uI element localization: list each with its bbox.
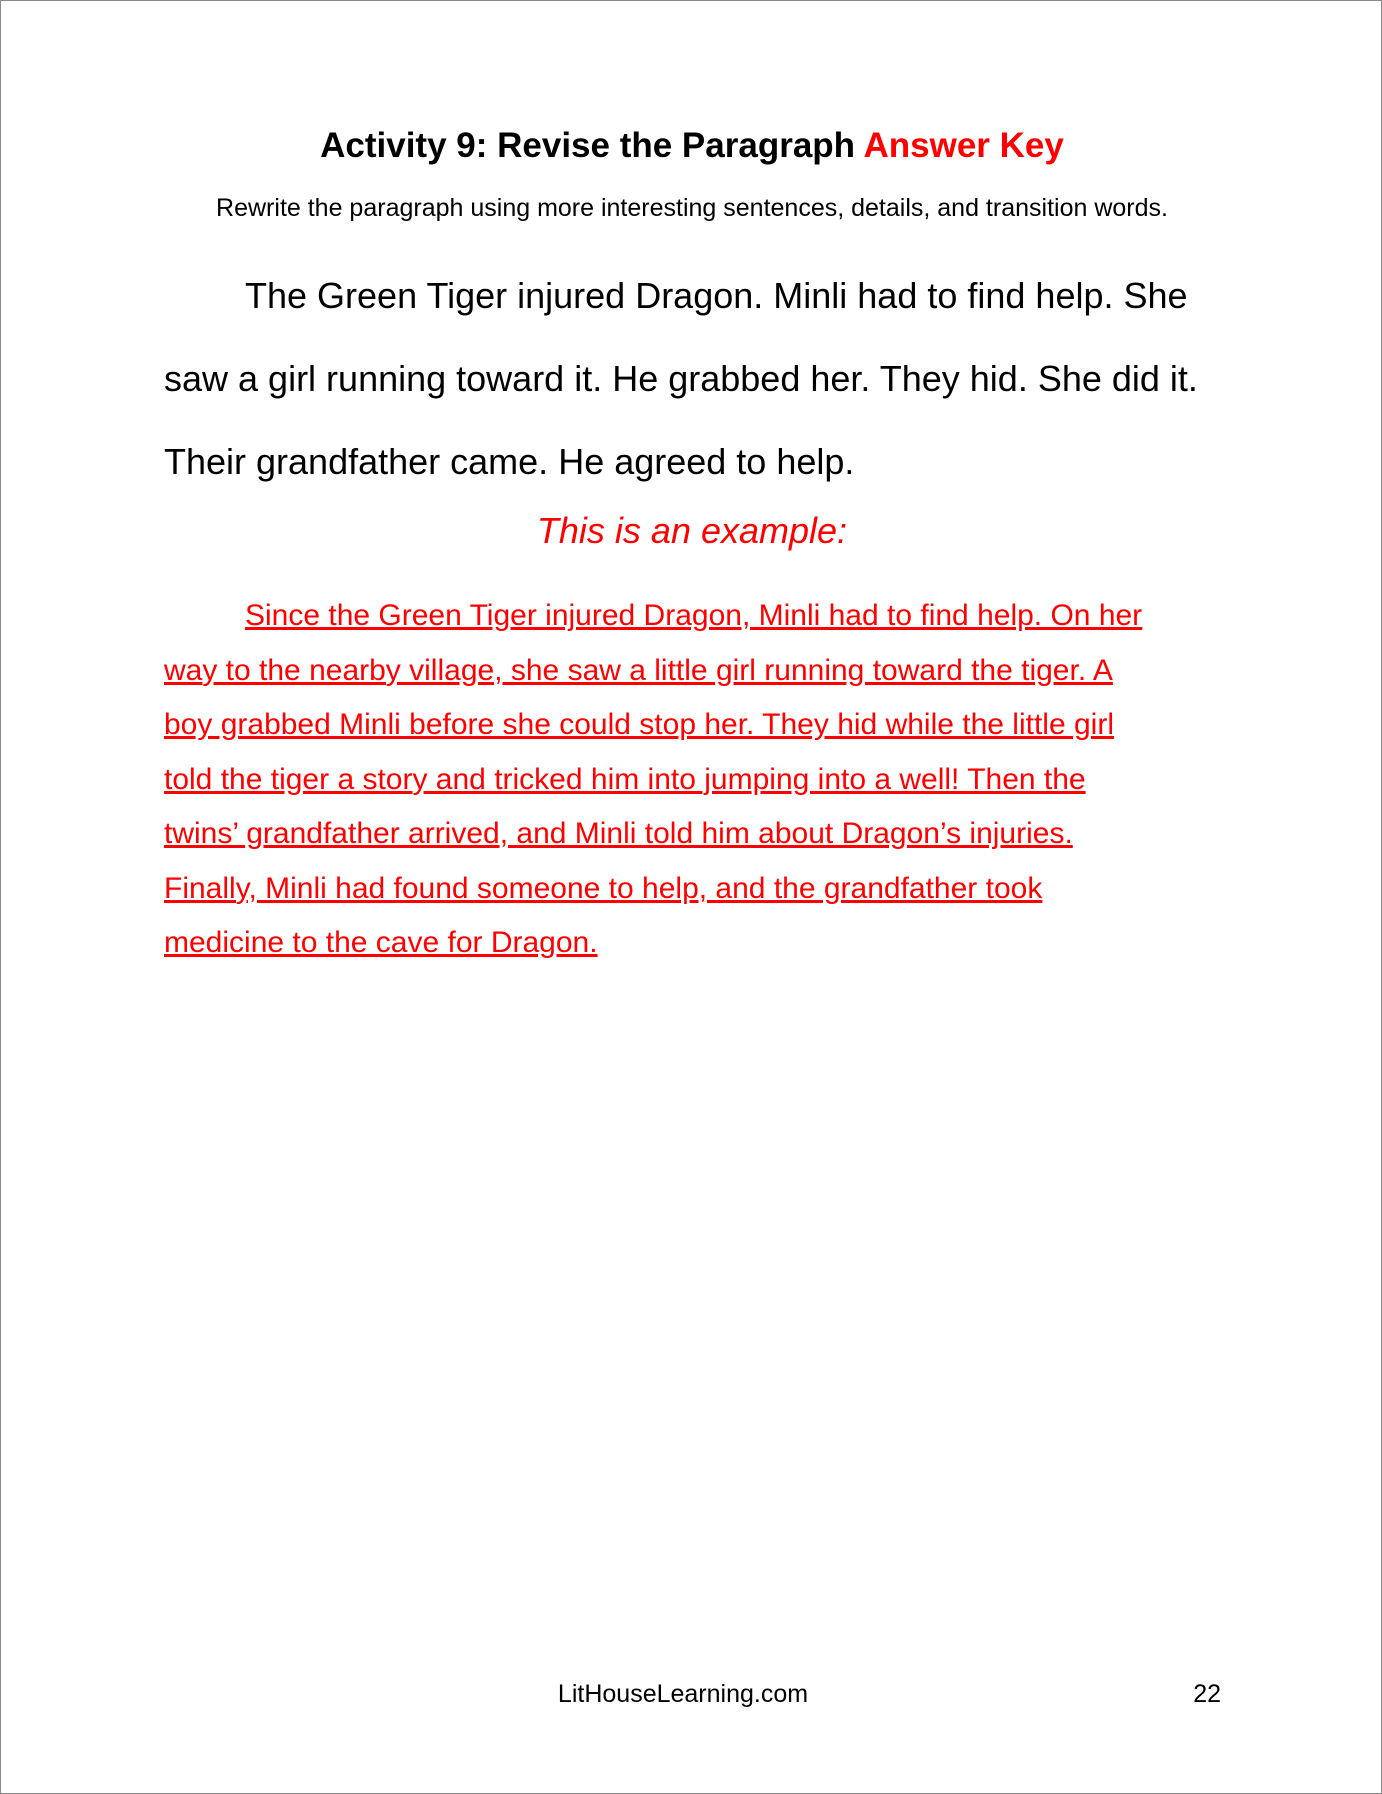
example-paragraph-line: medicine to the cave for Dragon. [164, 926, 598, 959]
original-paragraph-line: saw a girl running toward it. He grabbed her. They hid. She did it. [164, 358, 1198, 399]
instructions-text: Rewrite the paragraph using more interesting sentences, details, and transition words. [216, 194, 1168, 222]
original-paragraph-line: The Green Tiger injured Dragon. Minli had to find help. She [245, 275, 1188, 316]
activity-title-main: Activity 9: Revise the Paragraph [320, 126, 856, 165]
example-paragraph [164, 589, 1224, 971]
example-label: This is an example: [536, 510, 848, 551]
example-paragraph-line: boy grabbed Minli before she could stop her. They hid while the little girl [164, 708, 1114, 741]
example-paragraph-line: twins’ grandfather arrived, and Minli told him about Dragon’s injuries. [164, 817, 1073, 850]
original-paragraph [164, 254, 1224, 503]
page-number: 22 [1193, 1680, 1221, 1708]
answer-key-label: Answer Key [863, 126, 1064, 165]
example-paragraph-line: Finally, Minli had found someone to help, and the grandfather took [164, 871, 1043, 905]
footer-site-name: LitHouseLearning.com [557, 1680, 809, 1708]
example-paragraph-line: way to the nearby village, she saw a little girl running toward the tiger. A [164, 653, 1113, 687]
original-paragraph-line: Their grandfather came. He agreed to help. [164, 441, 855, 482]
example-paragraph-line: told the tiger a story and tricked him into jumping into a well! Then the [164, 762, 1086, 796]
example-paragraph-line: Since the Green Tiger injured Dragon, Minli had to find help. On her [245, 599, 1143, 632]
activity-title [1, 126, 1382, 166]
